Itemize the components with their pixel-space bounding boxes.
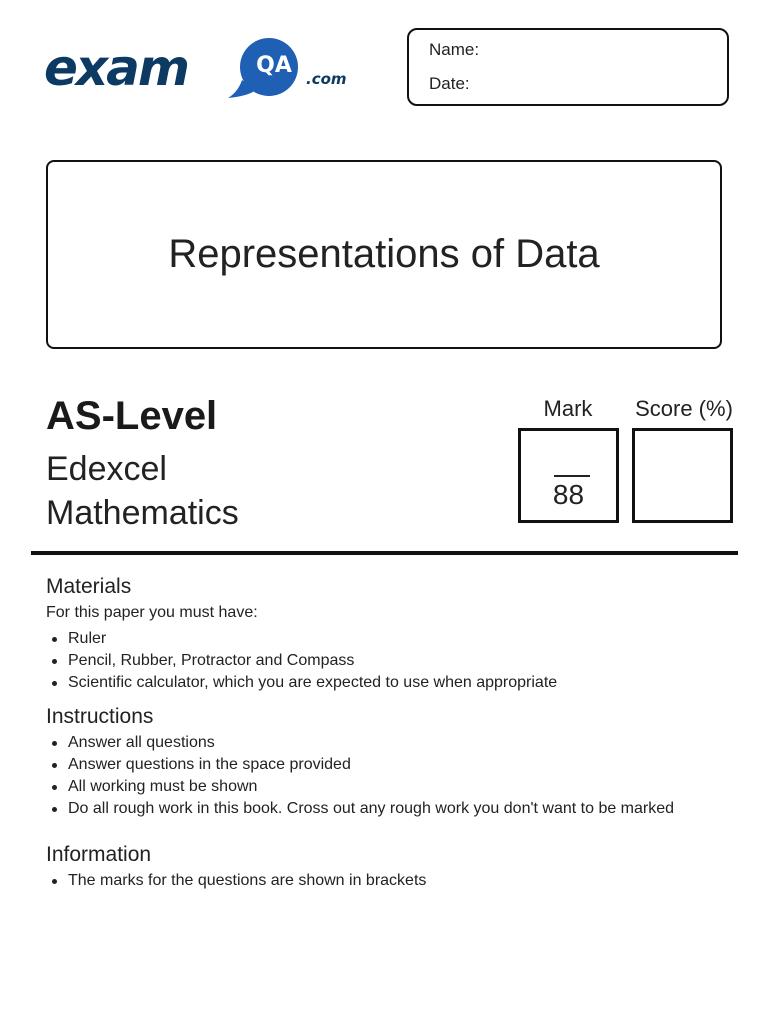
logo-bubble-text: QA (256, 53, 292, 78)
mark-total: 88 (552, 479, 585, 510)
examqa-logo (44, 38, 347, 102)
level-heading: AS-Level (46, 394, 218, 438)
list-item: Answer all questions (46, 732, 674, 754)
list-item: Do all rough work in this book. Cross out any rough work you don't want to be marked (46, 798, 674, 820)
list-item: All working must be shown (46, 776, 674, 798)
subject: Mathematics (46, 494, 239, 532)
page-title: Representations of Data (168, 232, 600, 276)
list-item: Scientific calculator, which you are expected to use when appropriate (46, 672, 557, 694)
information-list (46, 870, 426, 892)
name-date-box (407, 28, 729, 106)
mark-blank-line (554, 475, 590, 477)
list-item: Pencil, Rubber, Protractor and Compass (46, 650, 557, 672)
exam-board: Edexcel (46, 450, 167, 488)
instructions-heading: Instructions (46, 705, 154, 728)
score-box (632, 428, 733, 523)
score-label: Score (%) (635, 396, 733, 421)
information-heading: Information (46, 843, 152, 866)
list-item: The marks for the questions are shown in brackets (46, 870, 426, 892)
mark-box (518, 428, 619, 523)
materials-heading: Materials (46, 575, 132, 598)
instructions-list (46, 732, 674, 820)
list-item: Answer questions in the space provided (46, 754, 674, 776)
materials-intro: For this paper you must have: (46, 604, 258, 621)
logo-word: exam (44, 39, 189, 97)
date-label: Date: (429, 74, 470, 93)
mark-label: Mark (543, 396, 593, 421)
divider (31, 551, 738, 555)
logo-suffix: .com (306, 70, 347, 88)
list-item: Ruler (46, 628, 557, 650)
materials-list (46, 628, 557, 694)
title-box (46, 160, 722, 349)
name-label: Name: (429, 40, 480, 59)
